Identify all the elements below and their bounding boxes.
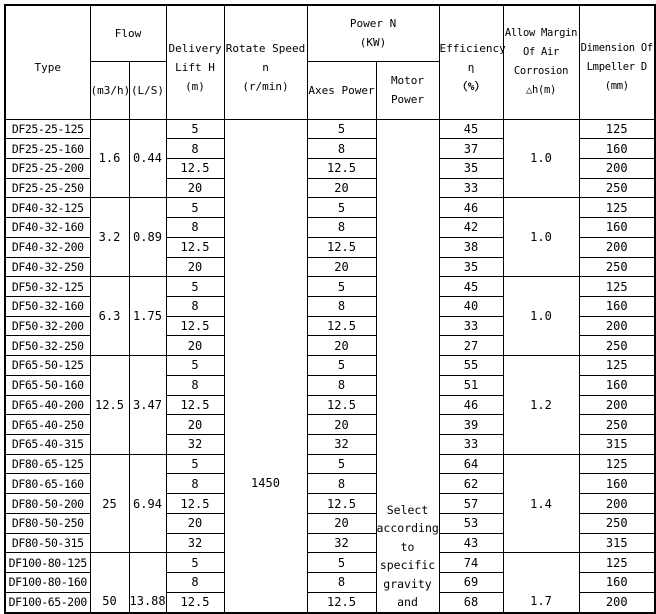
efficiency-cell: 38 xyxy=(439,237,503,257)
table-row xyxy=(5,454,655,474)
delivery-lift-line: Lift H xyxy=(175,60,215,74)
delivery-lift-cell: 12.5 xyxy=(166,316,224,336)
type-cell: DF80-65-125 xyxy=(5,454,90,474)
motor-power-line: Power xyxy=(390,93,425,106)
dimension-cell: 125 xyxy=(579,553,655,573)
flow-ls-cell: 0.89 xyxy=(129,198,166,277)
table-row xyxy=(5,553,655,573)
efficiency-cell: 62 xyxy=(439,474,503,494)
dimension-cell: 160 xyxy=(579,375,655,395)
allow-margin-line: Corrosion xyxy=(513,65,569,78)
axes-power-cell: 5 xyxy=(307,454,376,474)
efficiency-cell: 33 xyxy=(439,178,503,198)
delivery-lift-cell: 5 xyxy=(166,454,224,474)
axes-power-cell: 5 xyxy=(307,277,376,297)
axes-power-cell: 12.5 xyxy=(307,592,376,613)
axes-power-cell: 20 xyxy=(307,513,376,533)
axes-power-cell: 20 xyxy=(307,178,376,198)
type-cell: DF50-32-200 xyxy=(5,316,90,336)
delivery-lift-cell: 12.5 xyxy=(166,158,224,178)
dimension-line: (mm) xyxy=(604,79,629,92)
delivery-lift-cell: 5 xyxy=(166,119,224,139)
delivery-lift-cell: 5 xyxy=(166,356,224,376)
table-row xyxy=(5,119,655,139)
type-cell: DF80-65-160 xyxy=(5,474,90,494)
allow-margin-cell: 1.0 xyxy=(503,198,579,277)
efficiency-cell: 64 xyxy=(439,454,503,474)
axes-power-cell: 8 xyxy=(307,474,376,494)
flow-m3h-cell: 6.3 xyxy=(90,277,129,356)
allow-margin-cell: 1.0 xyxy=(503,277,579,356)
table-header xyxy=(5,5,655,119)
col-header-flow-m3h: (m3/h) xyxy=(90,61,129,119)
type-cell: DF100-80-125 xyxy=(5,553,90,573)
efficiency-cell: 40 xyxy=(439,296,503,316)
type-cell: DF100-65-200 xyxy=(5,592,90,613)
efficiency-cell: 45 xyxy=(439,277,503,297)
efficiency-cell: 74 xyxy=(439,553,503,573)
pump-spec-table xyxy=(4,4,656,614)
dimension-cell: 160 xyxy=(579,474,655,494)
motor-power-note-line: specific xyxy=(379,558,436,572)
efficiency-cell: 39 xyxy=(439,415,503,435)
motor-power-line: Motor xyxy=(390,74,425,87)
col-header-flow: Flow xyxy=(90,5,166,61)
axes-power-cell: 12.5 xyxy=(307,237,376,257)
allow-margin-line: Allow Margin xyxy=(504,27,578,40)
delivery-lift-cell: 20 xyxy=(166,178,224,198)
flow-m3h-cell: 25 xyxy=(90,454,129,553)
dimension-cell: 250 xyxy=(579,336,655,356)
efficiency-cell: 46 xyxy=(439,395,503,415)
axes-power-cell: 20 xyxy=(307,336,376,356)
delivery-lift-cell: 5 xyxy=(166,277,224,297)
rotate-speed-line: Rotate Speed xyxy=(225,41,306,55)
motor-power-note-line: according xyxy=(376,521,439,535)
type-cell: DF65-40-250 xyxy=(5,415,90,435)
dimension-cell: 125 xyxy=(579,119,655,139)
rotate-speed-line: (r/min) xyxy=(242,79,289,93)
axes-power-cell: 20 xyxy=(307,257,376,277)
allow-margin-cell-value: 1.7 xyxy=(530,594,552,609)
col-header-motor-power xyxy=(376,61,439,119)
efficiency-cell: 33 xyxy=(439,316,503,336)
table-body xyxy=(5,119,655,613)
dimension-line: Dimension Of xyxy=(580,41,653,54)
type-cell: DF25-25-250 xyxy=(5,178,90,198)
flow-ls-cell-value: 13.88 xyxy=(129,594,166,609)
col-header-allow-margin xyxy=(503,5,579,119)
efficiency-eta-symbol: η xyxy=(467,60,475,74)
dimension-cell: 160 xyxy=(579,139,655,159)
delivery-lift-cell: 32 xyxy=(166,533,224,553)
axes-power-cell: 12.5 xyxy=(307,395,376,415)
rotate-speed-line: n xyxy=(262,60,269,74)
type-cell: DF50-32-125 xyxy=(5,277,90,297)
dimension-cell: 200 xyxy=(579,592,655,613)
type-cell: DF25-25-160 xyxy=(5,139,90,159)
col-header-axes-power: Axes Power xyxy=(307,61,376,119)
efficiency-cell: 69 xyxy=(439,573,503,593)
delivery-lift-line: Delivery xyxy=(168,41,222,55)
efficiency-cell: 53 xyxy=(439,513,503,533)
dimension-cell: 125 xyxy=(579,356,655,376)
type-cell: DF25-25-125 xyxy=(5,119,90,139)
axes-power-cell: 5 xyxy=(307,119,376,139)
efficiency-line: Efficiency xyxy=(439,41,506,55)
delivery-lift-cell: 12.5 xyxy=(166,592,224,613)
flow-m3h-cell: 3.2 xyxy=(90,198,129,277)
power-line: Power N xyxy=(349,17,397,31)
table-row xyxy=(5,198,655,218)
delivery-lift-cell: 20 xyxy=(166,257,224,277)
type-cell: DF80-50-200 xyxy=(5,494,90,514)
flow-ls-cell xyxy=(129,553,166,613)
type-cell: DF65-50-125 xyxy=(5,356,90,376)
efficiency-percent-line: （%） xyxy=(456,79,486,93)
delivery-lift-cell: 5 xyxy=(166,198,224,218)
rotate-speed-cell xyxy=(224,119,307,613)
flow-m3h-cell: 12.5 xyxy=(90,356,129,455)
efficiency-cell: 33 xyxy=(439,435,503,455)
flow-ls-cell: 3.47 xyxy=(129,356,166,455)
efficiency-cell: 35 xyxy=(439,158,503,178)
delivery-lift-cell: 8 xyxy=(166,218,224,238)
type-cell: DF65-40-200 xyxy=(5,395,90,415)
col-header-power xyxy=(307,5,439,61)
type-cell: DF50-32-160 xyxy=(5,296,90,316)
type-cell: DF40-32-250 xyxy=(5,257,90,277)
col-header-efficiency xyxy=(439,5,506,119)
table-row xyxy=(5,277,655,297)
efficiency-cell: 55 xyxy=(439,356,503,376)
efficiency-cell: 68 xyxy=(439,592,503,613)
delivery-lift-cell: 8 xyxy=(166,573,224,593)
axes-power-cell: 12.5 xyxy=(307,316,376,336)
col-header-flow-ls: (L/S) xyxy=(129,61,166,119)
col-header-type: Type xyxy=(5,5,90,119)
type-cell: DF80-50-250 xyxy=(5,513,90,533)
dimension-cell: 250 xyxy=(579,257,655,277)
axes-power-cell: 8 xyxy=(307,375,376,395)
flow-ls-cell: 6.94 xyxy=(129,454,166,553)
axes-power-cell: 8 xyxy=(307,139,376,159)
type-cell: DF65-40-315 xyxy=(5,435,90,455)
efficiency-cell: 42 xyxy=(439,218,503,238)
motor-power-cell xyxy=(376,119,439,613)
type-cell: DF25-25-200 xyxy=(5,158,90,178)
efficiency-cell: 46 xyxy=(439,198,503,218)
type-cell: DF100-80-160 xyxy=(5,573,90,593)
flow-ls-cell: 0.44 xyxy=(129,119,166,198)
dimension-cell: 315 xyxy=(579,435,655,455)
allow-margin-cell xyxy=(503,553,579,613)
type-cell: DF40-32-200 xyxy=(5,237,90,257)
dimension-cell: 160 xyxy=(579,296,655,316)
delivery-lift-cell: 8 xyxy=(166,139,224,159)
efficiency-cell: 57 xyxy=(439,494,503,514)
allow-margin-cell: 1.4 xyxy=(503,454,579,553)
delivery-lift-cell: 12.5 xyxy=(166,237,224,257)
motor-power-note-line: to xyxy=(400,539,415,554)
axes-power-cell: 12.5 xyxy=(307,158,376,178)
axes-power-cell: 32 xyxy=(307,533,376,553)
efficiency-cell: 35 xyxy=(439,257,503,277)
motor-power-note-line: gravity xyxy=(383,576,432,591)
axes-power-cell: 8 xyxy=(307,218,376,238)
col-header-dimension xyxy=(579,5,655,119)
delivery-lift-cell: 8 xyxy=(166,375,224,395)
flow-m3h-cell: 1.6 xyxy=(90,119,129,198)
flow-ls-cell: 1.75 xyxy=(129,277,166,356)
type-cell: DF50-32-250 xyxy=(5,336,90,356)
delivery-lift-cell: 12.5 xyxy=(166,494,224,514)
efficiency-cell: 43 xyxy=(439,533,503,553)
dimension-cell: 200 xyxy=(579,316,655,336)
dimension-cell: 200 xyxy=(579,237,655,257)
efficiency-cell: 37 xyxy=(439,139,503,159)
efficiency-cell: 27 xyxy=(439,336,503,356)
type-cell: DF80-50-315 xyxy=(5,533,90,553)
dimension-cell: 160 xyxy=(579,573,655,593)
dimension-cell: 200 xyxy=(579,494,655,514)
delivery-lift-cell: 20 xyxy=(166,513,224,533)
type-cell: DF40-32-125 xyxy=(5,198,90,218)
delivery-lift-cell: 8 xyxy=(166,296,224,316)
dimension-cell: 200 xyxy=(579,158,655,178)
flow-m3h-cell-value: 50 xyxy=(102,594,117,609)
dimension-cell: 315 xyxy=(579,533,655,553)
table-row xyxy=(5,356,655,376)
dimension-cell: 125 xyxy=(579,277,655,297)
delivery-lift-cell: 20 xyxy=(166,415,224,435)
dimension-cell: 125 xyxy=(579,198,655,218)
allow-margin-cell: 1.0 xyxy=(503,119,579,198)
motor-power-note-line: and xyxy=(397,595,418,609)
axes-power-cell: 5 xyxy=(307,553,376,573)
axes-power-cell: 8 xyxy=(307,573,376,593)
axes-power-cell: 5 xyxy=(307,198,376,218)
rotate-speed-value: 1450 xyxy=(251,475,280,490)
axes-power-cell: 32 xyxy=(307,435,376,455)
col-header-rotate-speed xyxy=(224,5,307,119)
efficiency-cell: 51 xyxy=(439,375,503,395)
dimension-cell: 250 xyxy=(579,415,655,435)
efficiency-cell: 45 xyxy=(439,119,503,139)
header-row-top xyxy=(5,5,655,61)
flow-m3h-cell xyxy=(90,553,129,613)
axes-power-cell: 20 xyxy=(307,415,376,435)
dimension-cell: 125 xyxy=(579,454,655,474)
delivery-lift-cell: 12.5 xyxy=(166,395,224,415)
allow-margin-line: Of Air xyxy=(522,46,560,59)
delta-h-symbol: △h(m) xyxy=(525,84,557,97)
dimension-cell: 250 xyxy=(579,513,655,533)
motor-power-note xyxy=(377,501,439,612)
power-unit-line: (KW) xyxy=(359,36,387,50)
delivery-lift-line: (m) xyxy=(185,79,205,93)
motor-power-note-line: Select xyxy=(386,502,429,517)
dimension-cell: 250 xyxy=(579,178,655,198)
delivery-lift-cell: 5 xyxy=(166,553,224,573)
axes-power-cell: 12.5 xyxy=(307,494,376,514)
type-cell: DF40-32-160 xyxy=(5,218,90,238)
col-header-delivery-lift xyxy=(166,5,224,119)
delivery-lift-cell: 8 xyxy=(166,474,224,494)
allow-margin-cell: 1.2 xyxy=(503,356,579,455)
type-cell: DF65-50-160 xyxy=(5,375,90,395)
dimension-cell: 200 xyxy=(579,395,655,415)
delivery-lift-cell: 20 xyxy=(166,336,224,356)
axes-power-cell: 5 xyxy=(307,356,376,376)
axes-power-cell: 8 xyxy=(307,296,376,316)
delivery-lift-cell: 32 xyxy=(166,435,224,455)
dimension-cell: 160 xyxy=(579,218,655,238)
dimension-line: Lmpeller D xyxy=(586,60,647,73)
